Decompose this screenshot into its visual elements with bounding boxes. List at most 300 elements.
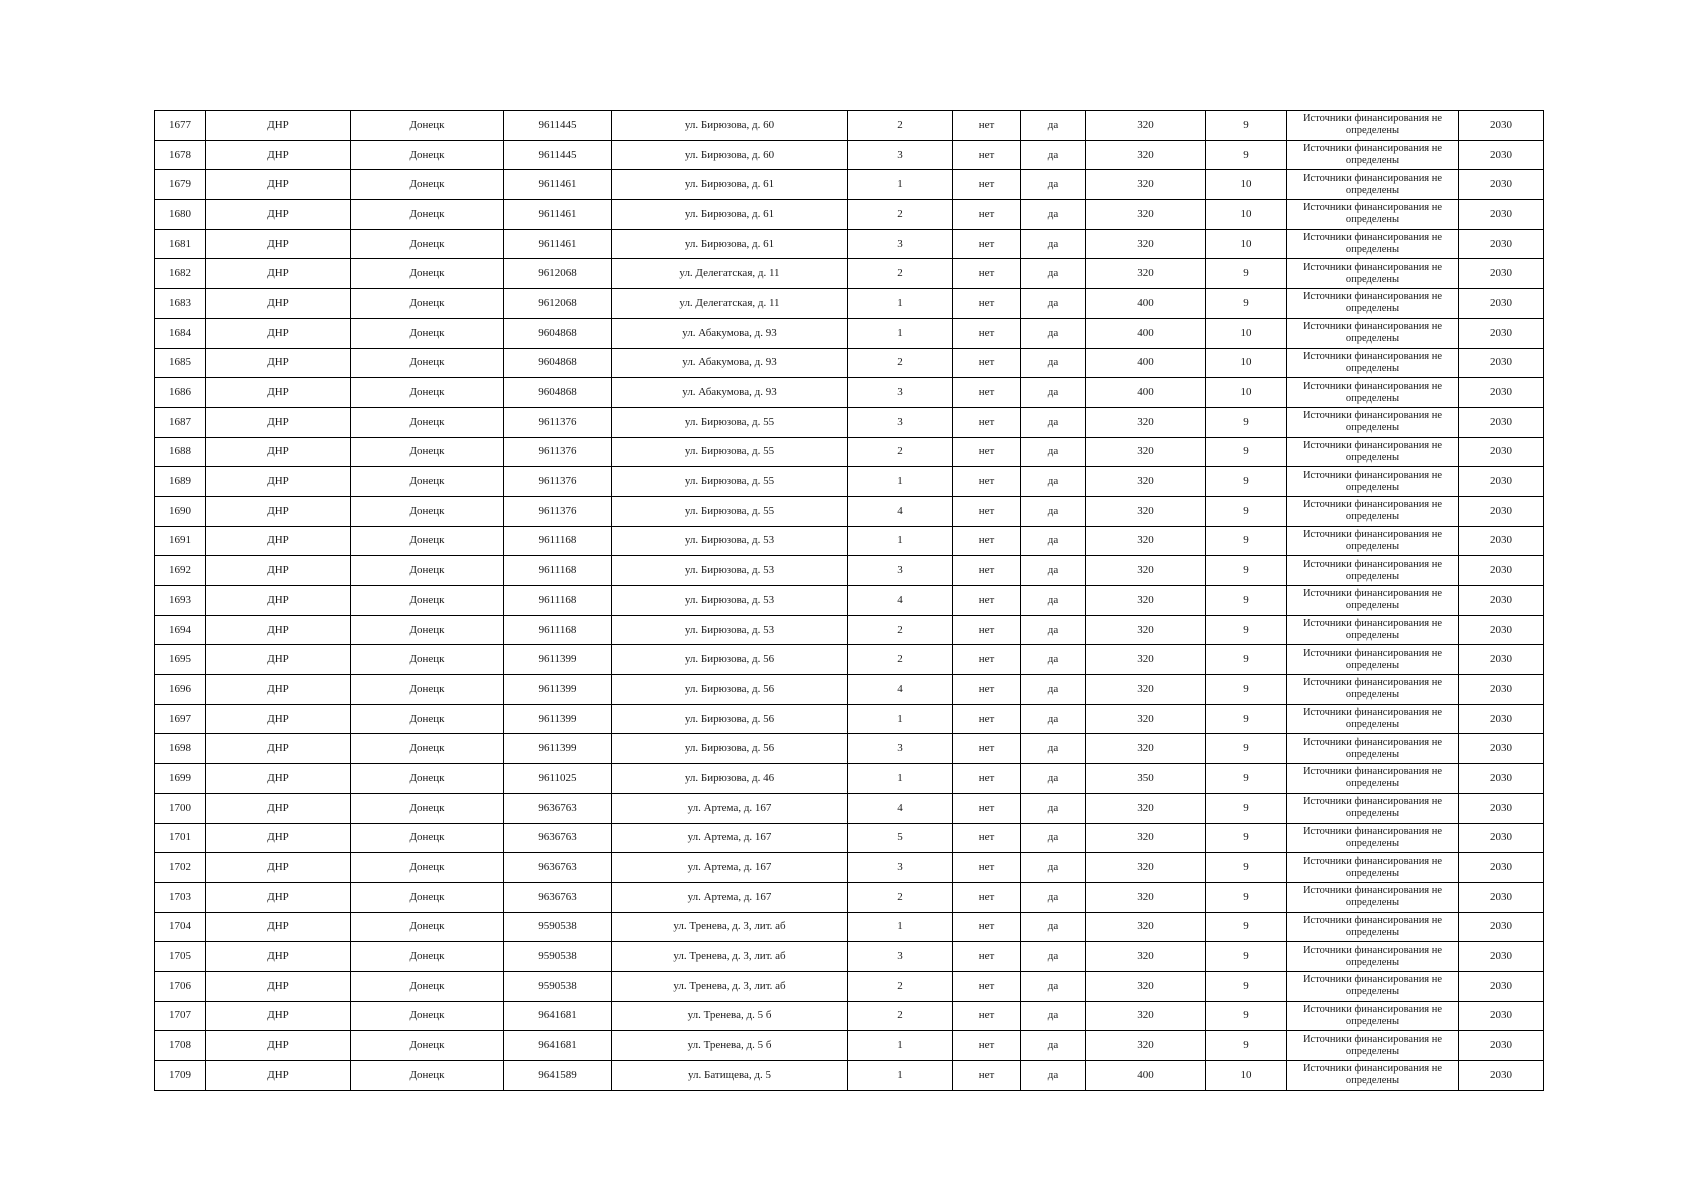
table-row xyxy=(155,793,1544,823)
table-row xyxy=(155,318,1544,348)
status-b-cell: да xyxy=(1021,526,1086,556)
address-cell: ул. Бирюзова, д. 46 xyxy=(612,764,848,794)
status-a-cell: нет xyxy=(953,823,1021,853)
status-a-cell: нет xyxy=(953,853,1021,883)
code-cell: 9604868 xyxy=(504,348,612,378)
status-b-cell: да xyxy=(1021,1061,1086,1091)
funding-cell: Источники финансирования не определены xyxy=(1287,853,1459,883)
year-cell: 2030 xyxy=(1459,1001,1544,1031)
city-cell: Донецк xyxy=(351,645,504,675)
row-number-cell: 1682 xyxy=(155,259,206,289)
floors-cell: 9 xyxy=(1206,467,1287,497)
code-cell: 9611445 xyxy=(504,111,612,141)
code-cell: 9641681 xyxy=(504,1031,612,1061)
status-b-cell: да xyxy=(1021,407,1086,437)
floors-cell: 9 xyxy=(1206,407,1287,437)
floors-cell: 10 xyxy=(1206,1061,1287,1091)
year-cell: 2030 xyxy=(1459,912,1544,942)
city-cell: Донецк xyxy=(351,1061,504,1091)
city-cell: Донецк xyxy=(351,823,504,853)
address-cell: ул. Тренева, д. 3, лит. аб xyxy=(612,912,848,942)
code-cell: 9612068 xyxy=(504,289,612,319)
funding-cell: Источники финансирования не определены xyxy=(1287,496,1459,526)
status-b-cell: да xyxy=(1021,140,1086,170)
table-row xyxy=(155,645,1544,675)
code-cell: 9611168 xyxy=(504,586,612,616)
status-a-cell: нет xyxy=(953,378,1021,408)
address-cell: ул. Бирюзова, д. 55 xyxy=(612,437,848,467)
year-cell: 2030 xyxy=(1459,318,1544,348)
row-number-cell: 1679 xyxy=(155,170,206,200)
code-cell: 9611376 xyxy=(504,407,612,437)
year-cell: 2030 xyxy=(1459,1061,1544,1091)
capacity-cell: 320 xyxy=(1086,586,1206,616)
row-number-cell: 1686 xyxy=(155,378,206,408)
status-b-cell: да xyxy=(1021,496,1086,526)
city-cell: Донецк xyxy=(351,793,504,823)
year-cell: 2030 xyxy=(1459,289,1544,319)
funding-cell: Источники финансирования не определены xyxy=(1287,912,1459,942)
entrance-cell: 1 xyxy=(848,1031,953,1061)
status-b-cell: да xyxy=(1021,734,1086,764)
city-cell: Донецк xyxy=(351,882,504,912)
row-number-cell: 1704 xyxy=(155,912,206,942)
floors-cell: 10 xyxy=(1206,200,1287,230)
floors-cell: 9 xyxy=(1206,615,1287,645)
region-cell: ДНР xyxy=(206,170,351,200)
funding-cell: Источники финансирования не определены xyxy=(1287,437,1459,467)
floors-cell: 9 xyxy=(1206,111,1287,141)
capacity-cell: 320 xyxy=(1086,496,1206,526)
year-cell: 2030 xyxy=(1459,645,1544,675)
region-cell: ДНР xyxy=(206,793,351,823)
region-cell: ДНР xyxy=(206,111,351,141)
year-cell: 2030 xyxy=(1459,378,1544,408)
entrance-cell: 2 xyxy=(848,615,953,645)
capacity-cell: 350 xyxy=(1086,764,1206,794)
table-row xyxy=(155,229,1544,259)
year-cell: 2030 xyxy=(1459,556,1544,586)
table-row xyxy=(155,496,1544,526)
year-cell: 2030 xyxy=(1459,823,1544,853)
year-cell: 2030 xyxy=(1459,764,1544,794)
row-number-cell: 1678 xyxy=(155,140,206,170)
address-cell: ул. Бирюзова, д. 55 xyxy=(612,407,848,437)
region-cell: ДНР xyxy=(206,289,351,319)
funding-cell: Источники финансирования не определены xyxy=(1287,170,1459,200)
funding-cell: Источники финансирования не определены xyxy=(1287,526,1459,556)
row-number-cell: 1694 xyxy=(155,615,206,645)
entrance-cell: 3 xyxy=(848,853,953,883)
entrance-cell: 5 xyxy=(848,823,953,853)
capacity-cell: 400 xyxy=(1086,378,1206,408)
row-number-cell: 1688 xyxy=(155,437,206,467)
funding-cell: Источники финансирования не определены xyxy=(1287,971,1459,1001)
region-cell: ДНР xyxy=(206,140,351,170)
entrance-cell: 2 xyxy=(848,437,953,467)
status-a-cell: нет xyxy=(953,259,1021,289)
status-a-cell: нет xyxy=(953,526,1021,556)
status-b-cell: да xyxy=(1021,229,1086,259)
region-cell: ДНР xyxy=(206,853,351,883)
funding-cell: Источники финансирования не определены xyxy=(1287,586,1459,616)
data-table xyxy=(154,110,1544,1091)
region-cell: ДНР xyxy=(206,675,351,705)
city-cell: Донецк xyxy=(351,348,504,378)
table-row xyxy=(155,971,1544,1001)
status-a-cell: нет xyxy=(953,556,1021,586)
status-b-cell: да xyxy=(1021,971,1086,1001)
floors-cell: 10 xyxy=(1206,348,1287,378)
year-cell: 2030 xyxy=(1459,407,1544,437)
table-row xyxy=(155,882,1544,912)
address-cell: ул. Бирюзова, д. 55 xyxy=(612,496,848,526)
city-cell: Донецк xyxy=(351,853,504,883)
funding-cell: Источники финансирования не определены xyxy=(1287,675,1459,705)
table-row xyxy=(155,1001,1544,1031)
year-cell: 2030 xyxy=(1459,793,1544,823)
address-cell: ул. Батищева, д. 5 xyxy=(612,1061,848,1091)
floors-cell: 9 xyxy=(1206,259,1287,289)
table-row xyxy=(155,853,1544,883)
status-a-cell: нет xyxy=(953,1031,1021,1061)
status-b-cell: да xyxy=(1021,467,1086,497)
entrance-cell: 1 xyxy=(848,764,953,794)
row-number-cell: 1697 xyxy=(155,704,206,734)
capacity-cell: 320 xyxy=(1086,645,1206,675)
region-cell: ДНР xyxy=(206,556,351,586)
code-cell: 9611399 xyxy=(504,645,612,675)
status-b-cell: да xyxy=(1021,764,1086,794)
capacity-cell: 320 xyxy=(1086,1031,1206,1061)
capacity-cell: 320 xyxy=(1086,170,1206,200)
status-a-cell: нет xyxy=(953,467,1021,497)
row-number-cell: 1699 xyxy=(155,764,206,794)
floors-cell: 10 xyxy=(1206,378,1287,408)
funding-cell: Источники финансирования не определены xyxy=(1287,645,1459,675)
year-cell: 2030 xyxy=(1459,140,1544,170)
table-row xyxy=(155,259,1544,289)
year-cell: 2030 xyxy=(1459,437,1544,467)
city-cell: Донецк xyxy=(351,1001,504,1031)
funding-cell: Источники финансирования не определены xyxy=(1287,823,1459,853)
year-cell: 2030 xyxy=(1459,348,1544,378)
code-cell: 9611025 xyxy=(504,764,612,794)
code-cell: 9611399 xyxy=(504,675,612,705)
address-cell: ул. Бирюзова, д. 53 xyxy=(612,586,848,616)
region-cell: ДНР xyxy=(206,764,351,794)
table-row xyxy=(155,586,1544,616)
address-cell: ул. Артема, д. 167 xyxy=(612,853,848,883)
row-number-cell: 1705 xyxy=(155,942,206,972)
row-number-cell: 1691 xyxy=(155,526,206,556)
floors-cell: 10 xyxy=(1206,318,1287,348)
status-a-cell: нет xyxy=(953,912,1021,942)
capacity-cell: 400 xyxy=(1086,1061,1206,1091)
entrance-cell: 2 xyxy=(848,111,953,141)
floors-cell: 9 xyxy=(1206,496,1287,526)
status-b-cell: да xyxy=(1021,348,1086,378)
region-cell: ДНР xyxy=(206,734,351,764)
row-number-cell: 1680 xyxy=(155,200,206,230)
table-row xyxy=(155,111,1544,141)
entrance-cell: 1 xyxy=(848,912,953,942)
region-cell: ДНР xyxy=(206,407,351,437)
region-cell: ДНР xyxy=(206,586,351,616)
address-cell: ул. Тренева, д. 3, лит. аб xyxy=(612,942,848,972)
capacity-cell: 320 xyxy=(1086,675,1206,705)
code-cell: 9611461 xyxy=(504,229,612,259)
table-row xyxy=(155,170,1544,200)
funding-cell: Источники финансирования не определены xyxy=(1287,556,1459,586)
capacity-cell: 320 xyxy=(1086,229,1206,259)
code-cell: 9611168 xyxy=(504,556,612,586)
capacity-cell: 320 xyxy=(1086,615,1206,645)
region-cell: ДНР xyxy=(206,615,351,645)
year-cell: 2030 xyxy=(1459,170,1544,200)
entrance-cell: 2 xyxy=(848,971,953,1001)
status-b-cell: да xyxy=(1021,675,1086,705)
floors-cell: 9 xyxy=(1206,556,1287,586)
year-cell: 2030 xyxy=(1459,111,1544,141)
funding-cell: Источники финансирования не определены xyxy=(1287,111,1459,141)
code-cell: 9611168 xyxy=(504,526,612,556)
year-cell: 2030 xyxy=(1459,734,1544,764)
capacity-cell: 320 xyxy=(1086,259,1206,289)
address-cell: ул. Бирюзова, д. 60 xyxy=(612,111,848,141)
entrance-cell: 3 xyxy=(848,556,953,586)
entrance-cell: 3 xyxy=(848,229,953,259)
entrance-cell: 1 xyxy=(848,526,953,556)
year-cell: 2030 xyxy=(1459,704,1544,734)
status-a-cell: нет xyxy=(953,1061,1021,1091)
status-a-cell: нет xyxy=(953,704,1021,734)
status-a-cell: нет xyxy=(953,407,1021,437)
city-cell: Донецк xyxy=(351,318,504,348)
code-cell: 9611376 xyxy=(504,467,612,497)
status-a-cell: нет xyxy=(953,734,1021,764)
capacity-cell: 320 xyxy=(1086,556,1206,586)
address-cell: ул. Тренева, д. 5 б xyxy=(612,1031,848,1061)
region-cell: ДНР xyxy=(206,1031,351,1061)
funding-cell: Источники финансирования не определены xyxy=(1287,348,1459,378)
address-cell: ул. Абакумова, д. 93 xyxy=(612,348,848,378)
status-b-cell: да xyxy=(1021,259,1086,289)
capacity-cell: 400 xyxy=(1086,318,1206,348)
status-b-cell: да xyxy=(1021,704,1086,734)
status-a-cell: нет xyxy=(953,170,1021,200)
region-cell: ДНР xyxy=(206,378,351,408)
code-cell: 9612068 xyxy=(504,259,612,289)
floors-cell: 9 xyxy=(1206,1001,1287,1031)
floors-cell: 10 xyxy=(1206,229,1287,259)
funding-cell: Источники финансирования не определены xyxy=(1287,229,1459,259)
address-cell: ул. Бирюзова, д. 56 xyxy=(612,704,848,734)
row-number-cell: 1693 xyxy=(155,586,206,616)
row-number-cell: 1690 xyxy=(155,496,206,526)
table-body xyxy=(155,111,1544,1091)
table-row xyxy=(155,556,1544,586)
row-number-cell: 1708 xyxy=(155,1031,206,1061)
code-cell: 9636763 xyxy=(504,793,612,823)
address-cell: ул. Бирюзова, д. 61 xyxy=(612,229,848,259)
code-cell: 9611399 xyxy=(504,734,612,764)
address-cell: ул. Бирюзова, д. 56 xyxy=(612,734,848,764)
capacity-cell: 320 xyxy=(1086,437,1206,467)
year-cell: 2030 xyxy=(1459,200,1544,230)
status-b-cell: да xyxy=(1021,615,1086,645)
city-cell: Донецк xyxy=(351,229,504,259)
funding-cell: Источники финансирования не определены xyxy=(1287,407,1459,437)
floors-cell: 9 xyxy=(1206,1031,1287,1061)
address-cell: ул. Бирюзова, д. 56 xyxy=(612,645,848,675)
code-cell: 9611445 xyxy=(504,140,612,170)
floors-cell: 9 xyxy=(1206,526,1287,556)
address-cell: ул. Тренева, д. 3, лит. аб xyxy=(612,971,848,1001)
row-number-cell: 1687 xyxy=(155,407,206,437)
address-cell: ул. Бирюзова, д. 53 xyxy=(612,526,848,556)
status-a-cell: нет xyxy=(953,764,1021,794)
floors-cell: 9 xyxy=(1206,645,1287,675)
region-cell: ДНР xyxy=(206,200,351,230)
entrance-cell: 4 xyxy=(848,586,953,616)
status-a-cell: нет xyxy=(953,971,1021,1001)
entrance-cell: 2 xyxy=(848,882,953,912)
address-cell: ул. Бирюзова, д. 53 xyxy=(612,556,848,586)
address-cell: ул. Бирюзова, д. 56 xyxy=(612,675,848,705)
status-b-cell: да xyxy=(1021,823,1086,853)
table-row xyxy=(155,1061,1544,1091)
code-cell: 9611461 xyxy=(504,200,612,230)
address-cell: ул. Делегатская, д. 11 xyxy=(612,259,848,289)
row-number-cell: 1707 xyxy=(155,1001,206,1031)
code-cell: 9641589 xyxy=(504,1061,612,1091)
funding-cell: Источники финансирования не определены xyxy=(1287,289,1459,319)
address-cell: ул. Артема, д. 167 xyxy=(612,823,848,853)
city-cell: Донецк xyxy=(351,437,504,467)
code-cell: 9590538 xyxy=(504,912,612,942)
capacity-cell: 320 xyxy=(1086,140,1206,170)
table-row xyxy=(155,704,1544,734)
city-cell: Донецк xyxy=(351,586,504,616)
entrance-cell: 2 xyxy=(848,259,953,289)
status-a-cell: нет xyxy=(953,111,1021,141)
row-number-cell: 1681 xyxy=(155,229,206,259)
capacity-cell: 320 xyxy=(1086,912,1206,942)
funding-cell: Источники финансирования не определены xyxy=(1287,615,1459,645)
city-cell: Донецк xyxy=(351,942,504,972)
region-cell: ДНР xyxy=(206,229,351,259)
address-cell: ул. Абакумова, д. 93 xyxy=(612,318,848,348)
status-a-cell: нет xyxy=(953,140,1021,170)
capacity-cell: 320 xyxy=(1086,942,1206,972)
city-cell: Донецк xyxy=(351,764,504,794)
funding-cell: Источники финансирования не определены xyxy=(1287,467,1459,497)
table-row xyxy=(155,289,1544,319)
status-a-cell: нет xyxy=(953,348,1021,378)
funding-cell: Источники финансирования не определены xyxy=(1287,882,1459,912)
status-a-cell: нет xyxy=(953,615,1021,645)
address-cell: ул. Бирюзова, д. 61 xyxy=(612,170,848,200)
funding-cell: Источники финансирования не определены xyxy=(1287,259,1459,289)
year-cell: 2030 xyxy=(1459,1031,1544,1061)
entrance-cell: 4 xyxy=(848,496,953,526)
capacity-cell: 320 xyxy=(1086,526,1206,556)
city-cell: Донецк xyxy=(351,467,504,497)
region-cell: ДНР xyxy=(206,823,351,853)
year-cell: 2030 xyxy=(1459,496,1544,526)
status-a-cell: нет xyxy=(953,586,1021,616)
city-cell: Донецк xyxy=(351,378,504,408)
floors-cell: 9 xyxy=(1206,734,1287,764)
city-cell: Донецк xyxy=(351,704,504,734)
status-a-cell: нет xyxy=(953,1001,1021,1031)
funding-cell: Источники финансирования не определены xyxy=(1287,704,1459,734)
status-a-cell: нет xyxy=(953,882,1021,912)
entrance-cell: 3 xyxy=(848,378,953,408)
status-b-cell: да xyxy=(1021,318,1086,348)
year-cell: 2030 xyxy=(1459,526,1544,556)
entrance-cell: 1 xyxy=(848,1061,953,1091)
region-cell: ДНР xyxy=(206,971,351,1001)
status-b-cell: да xyxy=(1021,586,1086,616)
region-cell: ДНР xyxy=(206,348,351,378)
row-number-cell: 1684 xyxy=(155,318,206,348)
city-cell: Донецк xyxy=(351,111,504,141)
entrance-cell: 2 xyxy=(848,1001,953,1031)
code-cell: 9636763 xyxy=(504,853,612,883)
row-number-cell: 1702 xyxy=(155,853,206,883)
entrance-cell: 3 xyxy=(848,734,953,764)
row-number-cell: 1703 xyxy=(155,882,206,912)
capacity-cell: 320 xyxy=(1086,111,1206,141)
region-cell: ДНР xyxy=(206,704,351,734)
city-cell: Донецк xyxy=(351,526,504,556)
status-a-cell: нет xyxy=(953,675,1021,705)
year-cell: 2030 xyxy=(1459,229,1544,259)
address-cell: ул. Бирюзова, д. 61 xyxy=(612,200,848,230)
code-cell: 9590538 xyxy=(504,971,612,1001)
capacity-cell: 320 xyxy=(1086,793,1206,823)
capacity-cell: 400 xyxy=(1086,348,1206,378)
entrance-cell: 4 xyxy=(848,675,953,705)
entrance-cell: 1 xyxy=(848,318,953,348)
row-number-cell: 1696 xyxy=(155,675,206,705)
table-row xyxy=(155,615,1544,645)
row-number-cell: 1698 xyxy=(155,734,206,764)
city-cell: Донецк xyxy=(351,615,504,645)
row-number-cell: 1701 xyxy=(155,823,206,853)
floors-cell: 10 xyxy=(1206,170,1287,200)
table-row xyxy=(155,200,1544,230)
floors-cell: 9 xyxy=(1206,882,1287,912)
code-cell: 9611461 xyxy=(504,170,612,200)
entrance-cell: 4 xyxy=(848,793,953,823)
entrance-cell: 3 xyxy=(848,140,953,170)
capacity-cell: 320 xyxy=(1086,882,1206,912)
region-cell: ДНР xyxy=(206,259,351,289)
status-a-cell: нет xyxy=(953,318,1021,348)
year-cell: 2030 xyxy=(1459,467,1544,497)
code-cell: 9636763 xyxy=(504,882,612,912)
year-cell: 2030 xyxy=(1459,615,1544,645)
status-b-cell: да xyxy=(1021,170,1086,200)
row-number-cell: 1677 xyxy=(155,111,206,141)
status-b-cell: да xyxy=(1021,912,1086,942)
status-b-cell: да xyxy=(1021,200,1086,230)
code-cell: 9611168 xyxy=(504,615,612,645)
floors-cell: 9 xyxy=(1206,912,1287,942)
